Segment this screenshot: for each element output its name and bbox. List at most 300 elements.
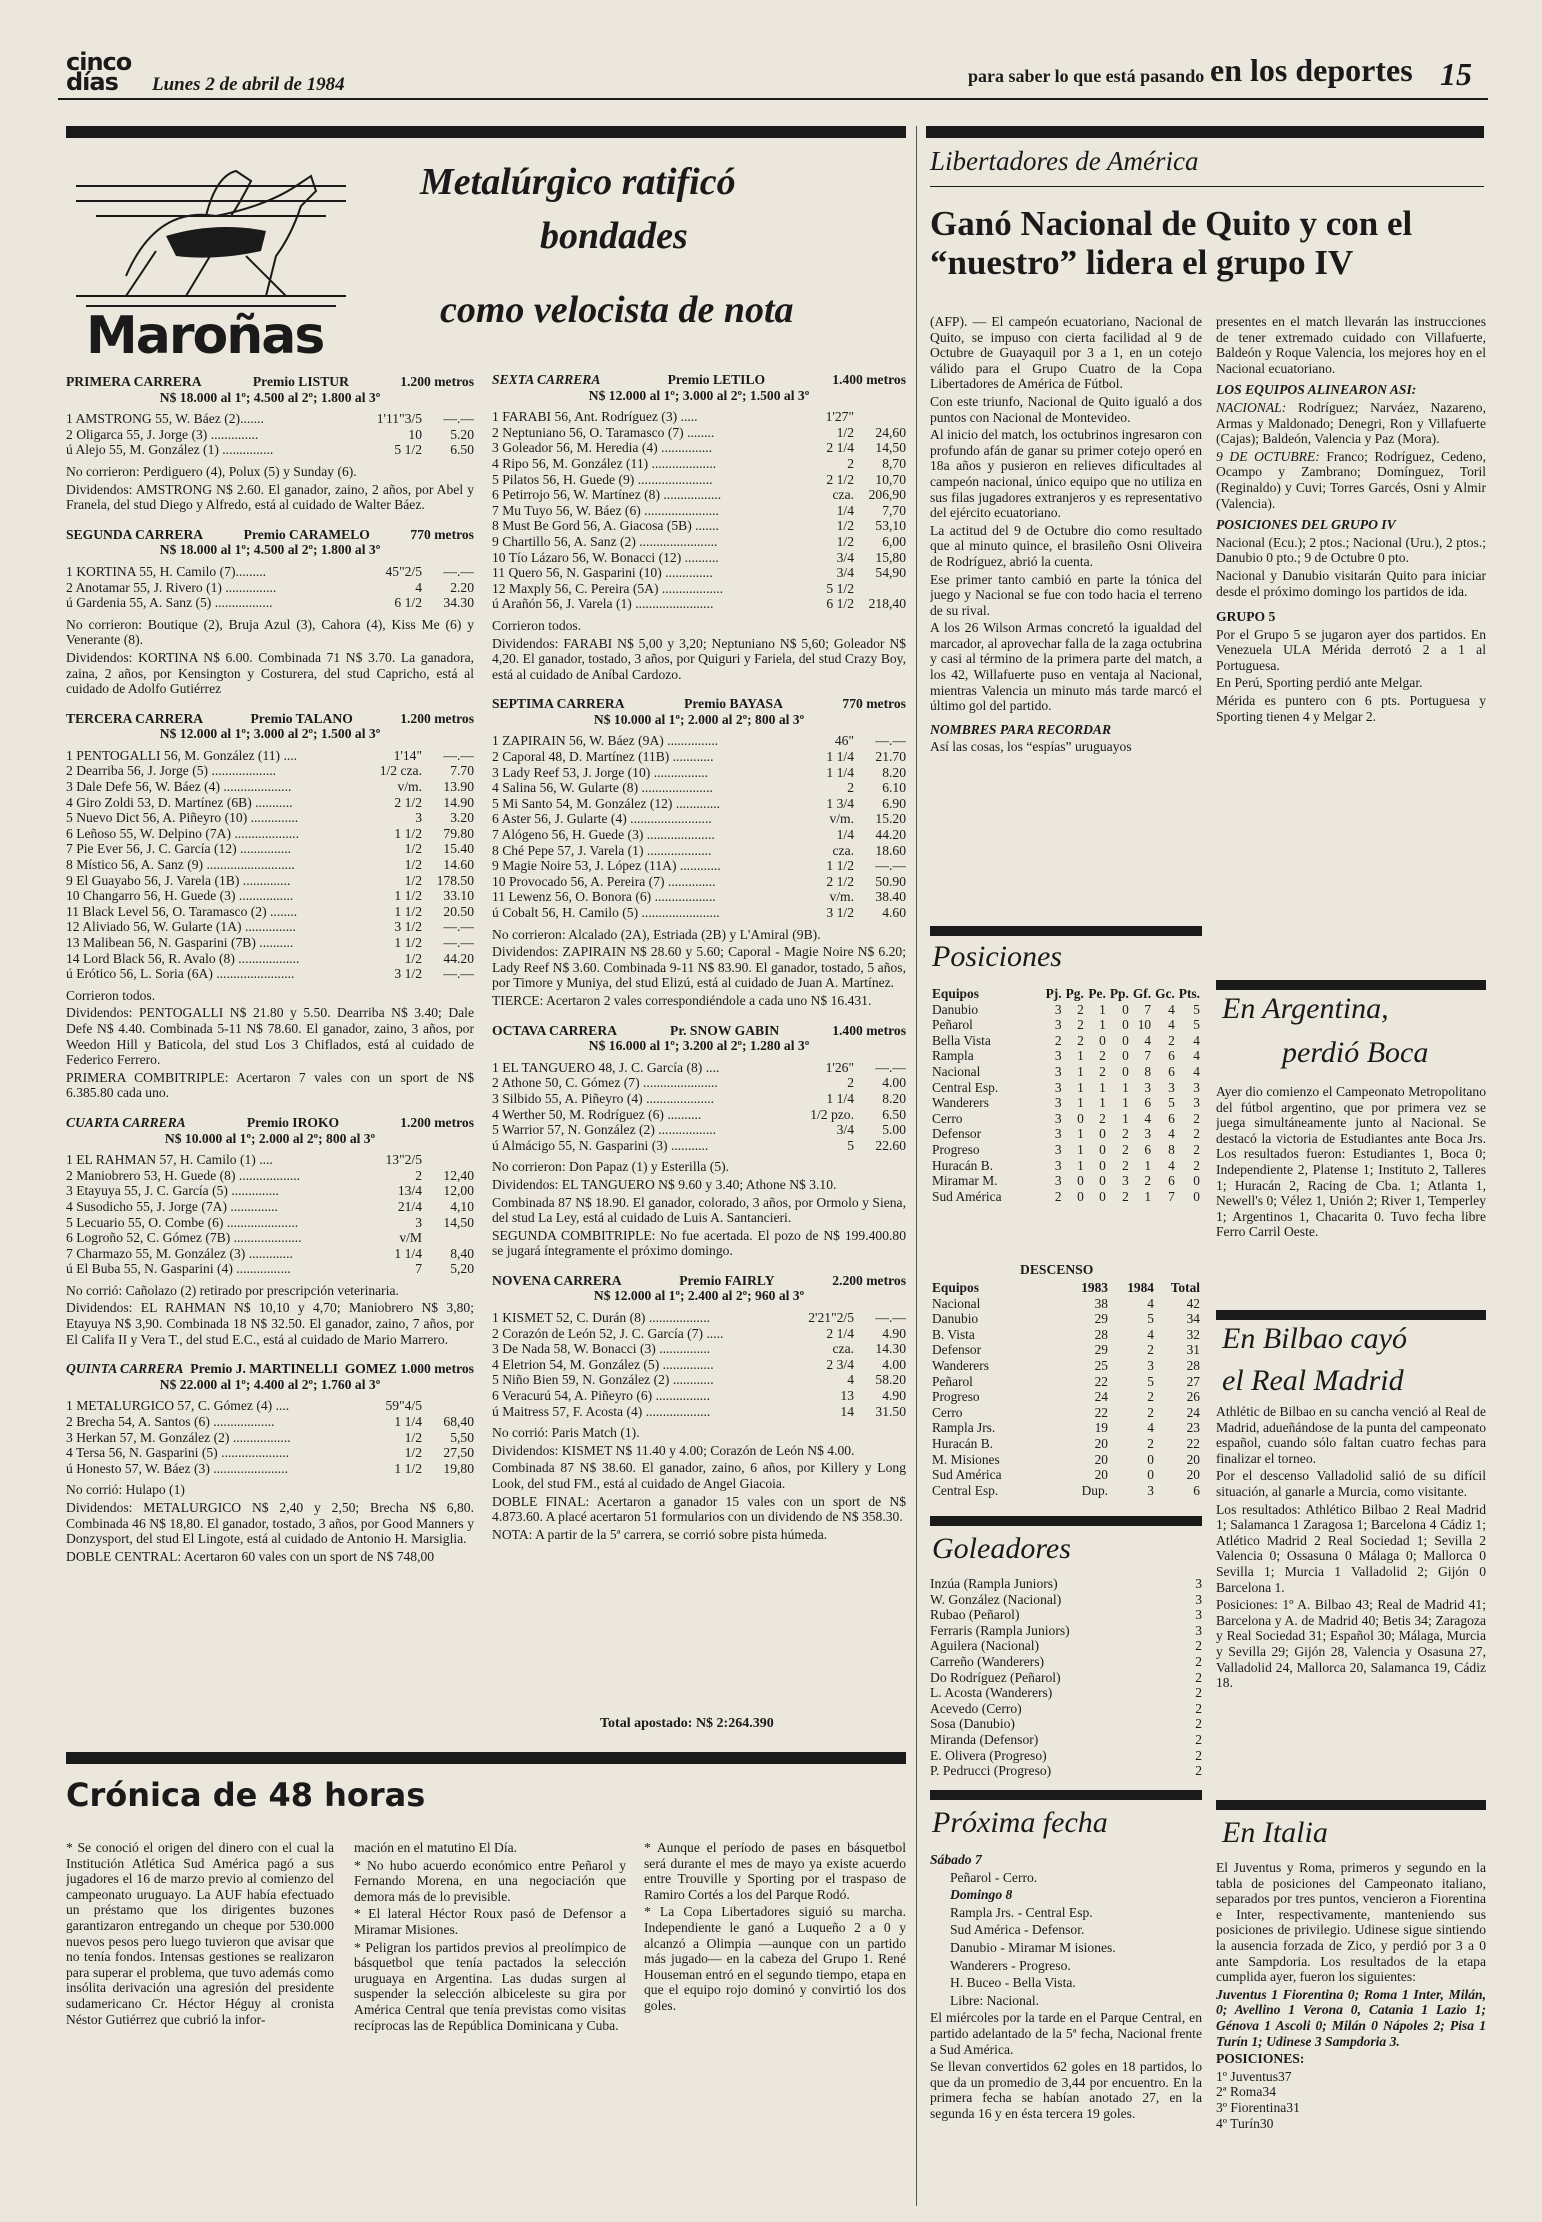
venue-title: Maroñas: [86, 306, 324, 366]
race-dist: 2.200 metros: [832, 1272, 906, 1288]
race-note: DOBLE FINAL: Acertaron a ganador 15 vales con un sport de N$ 4.873.60. A placé acertaron 51 formularios con un dividendo de N$ 358.30.: [492, 1493, 906, 1525]
result-row: [66, 935, 474, 951]
margin: 3 1/2: [826, 905, 854, 920]
margin: 2 3/4: [826, 1356, 854, 1372]
result-row: [66, 1261, 474, 1277]
race-head: SEGUNDA CARRERA: [66, 526, 204, 542]
table-row: [930, 1080, 1202, 1096]
stat-cell: 0: [1077, 1110, 1084, 1126]
race-prize: Premio J. MARTINELLI: [190, 1361, 338, 1377]
stat-cell: 38: [1094, 1295, 1108, 1311]
stat-cell: 0: [1099, 1032, 1106, 1048]
table-row: [930, 1389, 1202, 1405]
stat-cell: 2: [1054, 1188, 1062, 1204]
dividend: —.—: [875, 733, 906, 749]
result-row: [66, 779, 474, 795]
stat-cell: 28: [1186, 1357, 1200, 1373]
standings-header: Pp.: [1109, 986, 1129, 1001]
margin: 10: [408, 426, 422, 442]
cronica-title: Crónica de 48 horas: [66, 1776, 426, 1814]
margin: 2: [415, 1167, 422, 1183]
team-name: Progreso: [932, 1389, 980, 1405]
result-row: [492, 550, 906, 566]
margin: 3/4: [836, 565, 854, 581]
margin: 1 1/2: [394, 888, 422, 904]
standings-header: Gf.: [1132, 986, 1152, 1001]
margin: 2: [847, 1075, 854, 1091]
stat-cell: 1: [1077, 1079, 1084, 1095]
result-row: [66, 1398, 474, 1414]
dividend: 6.90: [882, 795, 906, 811]
goal-count: 2: [1195, 1685, 1202, 1701]
stat-cell: 2: [1193, 1157, 1200, 1173]
race-note: No corrió: Hulapo (1): [66, 1482, 185, 1498]
scorer-name: Aguilera (Nacional): [930, 1638, 1040, 1654]
result-row: [66, 873, 474, 889]
dividend: 12,40: [443, 1167, 474, 1183]
margin: 2 1/4: [826, 440, 854, 456]
dividend: —.—: [443, 563, 474, 579]
horse-entry: 13 Malibean 56, N. Gasparini (7B) ..........: [66, 935, 294, 950]
goal-count: 3: [1195, 1607, 1202, 1623]
team-name: Huracán B.: [932, 1435, 993, 1451]
dividend: —.—: [875, 1310, 906, 1326]
table-row: [930, 1142, 1202, 1158]
dividend: 10,70: [875, 471, 906, 487]
standings-header: Equipos: [932, 986, 979, 1001]
stat-cell: 2: [1147, 1342, 1154, 1358]
stat-cell: 29: [1094, 1342, 1108, 1358]
stat-cell: 20: [1094, 1435, 1108, 1451]
stat-cell: 2: [1054, 1032, 1062, 1048]
table-row: [930, 1033, 1202, 1049]
stat-cell: 4: [1168, 1157, 1175, 1173]
horse-entry: 6 Leñoso 55, W. Delpino (7A) ...................: [66, 825, 299, 841]
race-note: No corrieron: Boutique (2), Bruja Azul (3), Cahora (4), Kiss Me (6) y Venerante (8).: [66, 616, 474, 648]
result-row: [492, 1060, 906, 1076]
section-tagline: para saber lo que está pasando: [968, 66, 1205, 86]
stat-cell: 3: [1168, 1079, 1175, 1095]
horse-entry: 1 KORTINA 55, H. Camilo (7).........: [66, 563, 267, 579]
stat-cell: 3: [1144, 1079, 1152, 1095]
stat-cell: 2: [1099, 1063, 1106, 1079]
dividend: 5.00: [882, 1122, 906, 1138]
result-row: [66, 595, 474, 611]
stat-cell: 4: [1168, 1126, 1175, 1142]
stat-cell: 3: [1054, 1048, 1062, 1064]
scorer-name: W. González (Nacional): [930, 1591, 1062, 1607]
race-results: [66, 564, 474, 611]
race-purse: N$ 12.000 al 1º; 2.400 al 2º; 960 al 3º: [593, 1288, 805, 1304]
table-row: [930, 1095, 1202, 1111]
horse-entry: 1 ZAPIRAIN 56, W. Báez (9A) ...............: [492, 733, 719, 749]
horse-entry: 9 El Guayabo 56, J. Varela (1B) ..............: [66, 872, 291, 888]
horse-entry: 2 Corazón de León 52, J. C. García (7) .....: [492, 1325, 724, 1341]
section-name: en los deportes: [1210, 52, 1413, 88]
horse-entry: 9 Chartillo 56, A. Sanz (2) .......................: [492, 533, 718, 549]
team-name: Central Esp.: [932, 1482, 999, 1498]
stat-cell: 5: [1147, 1311, 1154, 1327]
libertadores-col-1: (AFP). — El campeón ecuatoriano, Nacional de Quito, se impuso con cierta facilidad al 9 de Octubre de Guayaquil por 3 a 1, en un cotejo válido para el Grupo Cuatro de la Copa Libertadores de América de Fútbol. Con este triunfo, Nacional de Quito igualó a dos puntos con Nacional de Montevideo. Al inicio del match, los octubrinos ingresaron con profundo afán de ganar su primer cotejo operó en 18a años y pusieron en relieves dificultades al campeón nacional, único equipo que no utiliza en sus filas jugadores extranjeros y es representativo del ejército ecuatoriano. La actitud del 9 de Octubre dio como resultado que al minuto quince, el brasileño Osni Oliveira de Rodríguez, abrió la cuenta. Ese primer tanto cambió en parte la tónica del juego y Nacional se fue con todo hacia el terreno de su rival. A los 26 Wilson Armas concretó la igualdad del marcador, al aprovechar falla de la zaga octubrina y casi al término de la primera parte del match, a los 42, Willafuerte puso en ventaja al Nacional, mientras Valencia un minuto más tarde marcó el último gol del partido. NOMBRES PARA RECORDAR Así las cosas, los “espías” uruguayos: [930, 314, 1202, 755]
horse-entry: 3 Silbido 55, A. Piñeyro (4) ....................: [492, 1090, 715, 1106]
dividend: 7.70: [450, 763, 474, 779]
race-header: [66, 711, 474, 727]
margin: 1 1/2: [394, 825, 422, 841]
result-row: [66, 1215, 474, 1231]
race-prize: Premio LISTUR: [252, 374, 349, 389]
stat-cell: 0: [1122, 1032, 1129, 1048]
stat-cell: 2: [1122, 1188, 1129, 1204]
race-purse: N$ 18.000 al 1º; 4.500 al 2º; 1.800 al 3º: [159, 389, 381, 405]
result-row: [66, 1461, 474, 1477]
result-row: [492, 1107, 906, 1123]
result-row: [492, 518, 906, 534]
maronas-headline-3: como velocista de nota: [440, 289, 794, 331]
dividend: 2.20: [450, 579, 474, 595]
horse-entry: 5 Nuevo Dict 56, A. Piñeyro (10) ..............: [66, 810, 299, 826]
standings-header: Pts.: [1178, 986, 1200, 1001]
goal-count: 3: [1195, 1622, 1202, 1638]
result-row: [66, 411, 474, 427]
group5-heading: GRUPO 5: [1216, 609, 1276, 625]
race-head: SEXTA CARRERA: [492, 372, 601, 387]
bilbao-bar: [1216, 1310, 1486, 1320]
relegation-header: 1984: [1127, 1280, 1154, 1295]
list-item: [930, 1716, 1202, 1732]
race-note: No corrieron: Perdiguero (4), Polux (5) y Sunday (6).: [66, 463, 357, 479]
margin: 5: [847, 1137, 854, 1153]
table-row: [930, 1017, 1202, 1033]
stat-cell: 3: [1193, 1095, 1200, 1111]
result-row: [66, 1168, 474, 1184]
race-note: DOBLE CENTRAL: Acertaron 60 vales con un sport de N$ 748,00: [66, 1548, 435, 1564]
scorer-name: L. Acosta (Wanderers): [930, 1685, 1053, 1701]
stat-cell: 5: [1193, 1017, 1200, 1033]
race-header: [492, 696, 906, 712]
dividend: 6,00: [882, 533, 906, 549]
horse-entry: 2 Caporal 48, D. Martínez (11B) ............: [492, 749, 714, 765]
dividend: 206,90: [868, 487, 906, 503]
scorer-name: Do Rodríguez (Peñarol): [930, 1669, 1061, 1685]
margin: 1 1/2: [394, 1460, 422, 1476]
stat-cell: 2: [1077, 1001, 1084, 1017]
horse-entry: 1 EL TANGUERO 48, J. C. García (8) ....: [492, 1059, 720, 1075]
result-row: [492, 487, 906, 503]
dividend: 6.50: [882, 1106, 906, 1122]
stat-cell: 0: [1099, 1188, 1106, 1204]
horse-entry: 2 Dearriba 56, J. Jorge (5) ...................: [66, 763, 277, 779]
stat-cell: 0: [1122, 1017, 1129, 1033]
list-item: [930, 1654, 1202, 1670]
issue-date: Lunes 2 de abril de 1984: [152, 74, 345, 95]
horse-entry: 14 Lord Black 56, R. Avalo (8) ..................: [66, 950, 300, 966]
dividend: —.—: [443, 935, 474, 950]
stat-cell: 1: [1099, 1079, 1106, 1095]
scorers-list: [930, 1576, 1202, 1796]
table-row: [930, 1048, 1202, 1064]
stat-cell: 24: [1094, 1389, 1108, 1405]
stat-cell: 4: [1193, 1032, 1200, 1048]
result-row: [66, 763, 474, 779]
result-row: [492, 1357, 906, 1373]
result-row: [492, 503, 906, 519]
margin: 6 1/2: [394, 595, 422, 611]
stat-cell: 5: [1193, 1001, 1200, 1017]
race-note: Dividendos: PENTOGALLI N$ 21.80 y 5.50. Dearriba N$ 3.40; Dale Defe N$ 4.40. Combinada 5-11 N$ 78.60. El ganador, zaino, 3 años, por Weedon Hill y Baticola, del stud Los 3 Chiflados, está al cuidado de Federico Ferrero.: [66, 1005, 474, 1068]
table-row: [930, 1064, 1202, 1080]
stat-cell: 4: [1144, 1032, 1152, 1048]
libertadores-top-bar: [926, 126, 1484, 138]
result-row: [492, 1388, 906, 1404]
team-name: Sud América: [932, 1188, 1002, 1204]
dividend: 50.90: [875, 873, 906, 889]
table-row: [930, 1189, 1202, 1205]
horse-entry: 5 Mi Santo 54, M. González (12) .............: [492, 795, 721, 811]
list-item: [930, 1763, 1202, 1779]
race-block: [492, 372, 906, 682]
dividend: 15,80: [875, 549, 906, 565]
result-row: [66, 1246, 474, 1262]
stat-cell: 0: [1099, 1141, 1106, 1157]
stat-cell: 42: [1186, 1295, 1200, 1311]
result-row: [492, 472, 906, 488]
margin: 21/4: [397, 1198, 422, 1214]
margin: v/m.: [829, 889, 854, 905]
race-block: [492, 696, 906, 1008]
dividend: 7,70: [882, 502, 906, 518]
race-note: Dividendos: EL RAHMAN N$ 10,10 y 4,70; Maniobrero N$ 3,80; Etayuya N$ 3,90. Combinada 18 N$ 32.50. El ganador, zaino, 7 años, por El Califa II y Vera T., del stud E.C., está al cuidado de Mario Marrero.: [66, 1300, 474, 1347]
horse-entry: 11 Quero 56, N. Gasparini (10) ..............: [492, 565, 713, 581]
posiciones-title: Posiciones: [932, 940, 1062, 973]
stat-cell: 20: [1186, 1467, 1200, 1483]
margin: 2'21"2/5: [808, 1310, 854, 1326]
positions-heading: POSICIONES DEL GRUPO IV: [1216, 517, 1396, 533]
margin: 1'27": [825, 409, 854, 425]
margin: 3 1/2: [394, 919, 422, 935]
dividend: 31.50: [875, 1403, 906, 1419]
result-row: [492, 1091, 906, 1107]
margin: v/m.: [397, 779, 422, 795]
race-note: Dividendos: FARABI N$ 5,00 y 3,20; Neptuniano N$ 5,60; Goleador N$ 4,20. El ganador, tostado, 3 años, por Quiguri y Fariela, del stud Crazy Boy, está al cuidado de Aníbal Cardozo.: [492, 635, 906, 682]
argentina-title-2: perdió Boca: [1282, 1036, 1429, 1069]
proxima-title: Próxima fecha: [932, 1806, 1108, 1839]
result-row: [492, 765, 906, 781]
stat-cell: 1: [1144, 1157, 1152, 1173]
race-dist: 770 metros: [410, 526, 474, 542]
margin: 1/4: [836, 502, 854, 518]
result-row: [492, 905, 906, 921]
list-item: [930, 1592, 1202, 1608]
race-note: Dividendos: KORTINA N$ 6.00. Combinada 71 N$ 3.70. La ganadora, zaina, 2 años, por Kensington y Costurera, del stud Capricho, está al cuidado de Adolfo Gutiérrez: [66, 649, 474, 697]
table-row: [930, 1311, 1202, 1327]
goal-count: 2: [1195, 1747, 1202, 1763]
horse-entry: 6 Petirrojo 56, W. Martínez (8) .................: [492, 487, 722, 503]
scorer-name: Miranda (Defensor): [930, 1731, 1039, 1747]
stat-cell: 2: [1122, 1126, 1129, 1142]
dividend: —.—: [443, 966, 474, 982]
stat-cell: 34: [1186, 1311, 1200, 1327]
stat-cell: 3: [1054, 1126, 1062, 1142]
result-row: [492, 596, 906, 612]
stat-cell: 2: [1193, 1141, 1200, 1157]
race-prize: Premio TALANO: [250, 710, 353, 726]
relegation-header: 1983: [1081, 1280, 1108, 1295]
stat-cell: 1: [1077, 1095, 1084, 1111]
goal-count: 2: [1195, 1669, 1202, 1685]
libertadores-kicker: Libertadores de América: [930, 146, 1199, 176]
team-name: B. Vista: [932, 1326, 975, 1342]
dividend: [854, 409, 906, 425]
stat-cell: 20: [1094, 1467, 1108, 1483]
dividend: 5,50: [450, 1429, 474, 1445]
result-row: [492, 889, 906, 905]
result-row: [492, 796, 906, 812]
race-results: [66, 748, 474, 982]
column-divider: [916, 126, 917, 2206]
team-name: Defensor: [932, 1342, 982, 1358]
stat-cell: 27: [1186, 1373, 1200, 1389]
race-purse: N$ 18.000 al 1º; 4.500 al 2º; 1.800 al 3º: [159, 542, 381, 558]
result-row: [66, 919, 474, 935]
result-row: [492, 1326, 906, 1342]
race-header: [492, 372, 906, 388]
race-block: [66, 1361, 474, 1564]
result-row: [66, 841, 474, 857]
race-note: Combinada 87 N$ 18.90. El ganador, colorado, 3 años, por Ormolo y Siena, del stud La Ley, está al cuidado de Luis A. Santancieri.: [492, 1194, 906, 1226]
dividend: 4.60: [882, 905, 906, 920]
list-item: [930, 1748, 1202, 1764]
horse-entry: ú Maitress 57, F. Acosta (4) ...................: [492, 1403, 711, 1419]
dividend: 38.40: [875, 889, 906, 905]
margin: cza.: [832, 842, 854, 858]
margin: 2: [847, 455, 854, 471]
result-row: [492, 1310, 906, 1326]
stat-cell: 6: [1168, 1063, 1175, 1079]
relegation-header: Equipos: [932, 1280, 979, 1295]
result-row: [66, 1414, 474, 1430]
stat-cell: 0: [1077, 1188, 1084, 1204]
goal-count: 3: [1195, 1576, 1202, 1591]
cronica-col-1: * Se conoció el origen del dinero con el cual la Institución Atlética Sud América pagó a sus jugadores el 16 de marzo previo al comienzo del campeonato uruguayo. La AUF había efectuado un préstamo que los dirigentes buzones garantizaron entregando un cheque por 530.000 nuevos pesos pero luego tuvieron que avisar que no tenía fondos. Intensas gestiones se realizaron para superar el problema, que tuvo además como insólita derivación una agresión del presidente sudamericano Cr. Héctor Héguy al cronista Néstor Gutiérrez que cubrió la infor-: [66, 1840, 334, 2027]
dividend: 20.50: [443, 903, 474, 919]
horse-entry: 1 FARABI 56, Ant. Rodríguez (3) .....: [492, 409, 698, 425]
race-note: TIERCE: Acertaron 2 vales correspondiéndole a cada uno N$ 16.431.: [492, 992, 872, 1008]
stat-cell: 4: [1193, 1063, 1200, 1079]
horse-entry: 3 Lady Reef 53, J. Jorge (10) ................: [492, 764, 709, 780]
stat-cell: 10: [1137, 1017, 1152, 1033]
horse-entry: 3 Goleador 56, M. Heredia (4) ...............: [492, 440, 713, 456]
stat-cell: 0: [1099, 1173, 1106, 1189]
dividend: —.—: [443, 411, 474, 427]
stat-cell: 2: [1193, 1126, 1200, 1142]
stat-cell: 0: [1147, 1467, 1154, 1483]
stat-cell: 0: [1099, 1126, 1106, 1142]
stat-cell: 4: [1168, 1017, 1175, 1033]
horse-entry: 10 Provocado 56, A. Pereira (7) ..............: [492, 873, 716, 889]
dividend: 14,50: [875, 440, 906, 456]
result-row: [66, 580, 474, 596]
dividend: 8,70: [882, 455, 906, 471]
stat-cell: 24: [1186, 1404, 1200, 1420]
stat-cell: 19: [1094, 1420, 1108, 1436]
table-row: [930, 1173, 1202, 1189]
list-item: [930, 1607, 1202, 1623]
margin: cza.: [832, 487, 854, 503]
cronica-top-bar: [66, 1752, 906, 1764]
dividend: 21.70: [875, 749, 906, 765]
race-note: NOTA: A partir de la 5ª carrera, se corrió sobre pista húmeda.: [492, 1526, 828, 1542]
stat-cell: 6: [1168, 1048, 1175, 1064]
dividend: 19,80: [443, 1460, 474, 1476]
dividend: 218,40: [868, 596, 906, 612]
stat-cell: 3: [1054, 1079, 1062, 1095]
race-dist: 1.200 metros: [400, 710, 474, 726]
scorer-name: Carreño (Wanderers): [930, 1653, 1045, 1669]
margin: 3: [415, 810, 422, 826]
stat-cell: 1: [1077, 1141, 1084, 1157]
dividend: [422, 1152, 474, 1168]
dividend: 68,40: [443, 1414, 474, 1430]
margin: 1 1/4: [394, 1414, 422, 1430]
horse-entry: ú Cobalt 56, H. Camilo (5) .......................: [492, 905, 720, 920]
race-purse: N$ 12.000 al 1º; 3.000 al 2º; 1.500 al 3º: [159, 726, 381, 742]
table-row: [930, 1111, 1202, 1127]
dividend: 4.90: [882, 1388, 906, 1404]
horse-entry: 3 Dale Defe 56, W. Báez (4) ....................: [66, 779, 292, 795]
dividend: 4.00: [882, 1356, 906, 1372]
race-block: [66, 1115, 474, 1347]
proxima-content: Sábado 7 Peñarol - Cerro. Domingo 8 Rampla Jrs. - Central Esp. Sud América - Defensor. Danubio - Miramar M isiones. Wanderers - Progreso. H. Buceo - Bella Vista. Libre: Nacional. El miércoles por la tarde en el Parque Central, en partido adelantado de la 5ª fecha, Nacional frente a Sud América. Se llevan convertidos 62 goles en 18 partidos, lo que da un promedio de 3,44 por encuentro. En la primera fecha se habían anotado 27, en la segunda 16 y en ésta tercera 19 goles.: [930, 1852, 1202, 2121]
team-name: Rampla: [932, 1048, 974, 1064]
race-note: No corrieron: Alcalado (2A), Estriada (2B) y L'Amiral (9B).: [492, 926, 821, 942]
race-results: [66, 1152, 474, 1277]
table-row: [930, 1126, 1202, 1142]
race-head: NOVENA CARRERA: [492, 1272, 622, 1288]
result-row: [66, 1430, 474, 1446]
list-item: [930, 1685, 1202, 1701]
race-head: QUINTA CARRERA: [66, 1361, 184, 1377]
scorer-name: P. Pedrucci (Progreso): [930, 1763, 1052, 1779]
margin: 1 1/2: [826, 858, 854, 874]
stat-cell: 4: [1147, 1420, 1154, 1436]
horse-entry: 1 PENTOGALLI 56, M. González (11) ....: [66, 747, 298, 763]
stat-cell: 2: [1147, 1404, 1154, 1420]
race-header: [492, 1023, 906, 1039]
stat-cell: 0: [1077, 1173, 1084, 1189]
margin: 1/2: [404, 841, 422, 857]
margin: 1/2: [836, 533, 854, 549]
race-note: Dividendos: KISMET N$ 11.40 y 4.00; Corazón de León N$ 4.00.: [492, 1442, 855, 1458]
list-item: [930, 1670, 1202, 1686]
horse-entry: 7 Mu Tuyo 56, W. Báez (6) ......................: [492, 502, 719, 518]
result-row: [492, 749, 906, 765]
horse-entry: ú Erótico 56, L. Soria (6A) .......................: [66, 966, 295, 982]
result-row: [492, 858, 906, 874]
stat-cell: 6: [1168, 1173, 1175, 1189]
argentina-bar: [1216, 980, 1486, 990]
horse-entry: 2 Anotamar 55, J. Rivero (1) ...............: [66, 579, 277, 595]
list-item: [930, 1576, 1202, 1592]
race-note: PRIMERA COMBITRIPLE: Acertaron 7 vales con un sport de N$ 6.385.80 cada uno.: [66, 1069, 474, 1101]
table-row: [930, 1374, 1202, 1390]
page-number: 15: [1440, 56, 1472, 92]
relegation-table: [930, 1280, 1202, 1510]
stat-cell: 29: [1094, 1311, 1108, 1327]
bilbao-title-1: En Bilbao cayó: [1222, 1322, 1407, 1355]
stat-cell: 22: [1094, 1404, 1108, 1420]
dividend: 14,50: [443, 1214, 474, 1230]
margin: cza.: [832, 1341, 854, 1357]
